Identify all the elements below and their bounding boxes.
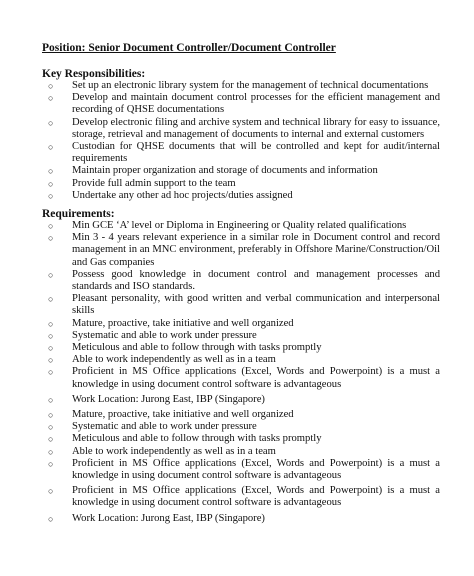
list-item: ○ Work Location: Jurong East, IBP (Singapore)	[48, 393, 265, 405]
circle-bullet-icon: ○	[48, 233, 54, 244]
circle-bullet-icon: ○	[48, 486, 54, 497]
circle-bullet-icon: ○	[48, 166, 54, 177]
list-item: ○ Proficient in MS Office applications (Excel, Words and Powerpoint) is a must a knowledge in using document control software is advantageous	[48, 366, 440, 390]
circle-bullet-icon: ○	[48, 330, 54, 341]
circle-bullet-icon: ○	[48, 394, 54, 405]
list-item: ○ Min GCE ‘A’ level or Diploma in Engineering or Quality related qualifications	[48, 220, 407, 231]
list-item: ○ Undertake any other ad hoc projects/duties assigned	[48, 189, 293, 201]
circle-bullet-icon: ○	[48, 269, 54, 280]
circle-bullet-icon: ○	[48, 367, 54, 378]
list-item: ○ Possess good knowledge in document control and management processes and standards and ISO standards.	[48, 268, 440, 293]
page-title: Position: Senior Document Controller/Document Controller	[42, 42, 336, 54]
responsibilities-heading: Key Responsibilities:	[42, 68, 146, 80]
list-item: ○ Able to work independently as well as in a team	[48, 354, 276, 366]
requirements-list	[44, 220, 440, 525]
circle-bullet-icon: ○	[48, 458, 54, 469]
list-item: ○ Custodian for QHSE documents that will be controlled and kept for audit/internal requirements	[48, 141, 440, 165]
circle-bullet-icon: ○	[48, 190, 54, 201]
list-item: ○ Proficient in MS Office applications (Excel, Words and Powerpoint) is a must a knowledge in using document control software is advantageous	[48, 485, 440, 509]
list-item: ○ Work Location: Jurong East, IBP (Singapore)	[48, 512, 265, 524]
list-item: ○ Set up an electronic library system for the management of technical documentations	[48, 80, 429, 91]
circle-bullet-icon: ○	[48, 446, 54, 457]
circle-bullet-icon: ○	[48, 422, 54, 433]
circle-bullet-icon: ○	[48, 355, 54, 366]
circle-bullet-icon: ○	[48, 318, 54, 329]
list-item: ○ Pleasant personality, with good written and verbal communication and interpersonal skills	[48, 293, 440, 317]
responsibilities-list	[44, 80, 440, 202]
list-item: ○ Min 3 - 4 years relevant experience in a similar role in Document control and record management in an MNC environment, preferably in Offshore Marine/Construction/Oil and Gas companies	[48, 232, 440, 268]
list-item: ○ Mature, proactive, take initiative and well organized	[48, 317, 294, 329]
list-item: ○ Maintain proper organization and storage of documents and information	[48, 165, 378, 177]
circle-bullet-icon: ○	[48, 81, 54, 91]
circle-bullet-icon: ○	[48, 221, 54, 231]
list-item: ○ Meticulous and able to follow through with tasks promptly	[48, 342, 322, 354]
requirements-heading: Requirements:	[42, 208, 115, 220]
circle-bullet-icon: ○	[48, 93, 54, 104]
list-item: ○ Systematic and able to work under pressure	[48, 421, 257, 433]
list-item: ○ Meticulous and able to follow through with tasks promptly	[48, 433, 322, 445]
circle-bullet-icon: ○	[48, 434, 54, 445]
circle-bullet-icon: ○	[48, 513, 54, 524]
list-item: ○ Develop and maintain document control processes for the efficient management and recording of QHSE documentations	[48, 92, 440, 116]
circle-bullet-icon: ○	[48, 178, 54, 189]
list-item: ○ Develop electronic filing and archive system and technical library for easy to issuance, storage, retrieval and management of documents to internal and external customers	[48, 116, 440, 140]
circle-bullet-icon: ○	[48, 294, 54, 305]
list-item: ○ Provide full admin support to the team	[48, 177, 236, 189]
list-item: ○ Mature, proactive, take initiative and well organized	[48, 409, 294, 421]
circle-bullet-icon: ○	[48, 343, 54, 354]
list-item: ○ Systematic and able to work under pressure	[48, 329, 257, 341]
circle-bullet-icon: ○	[48, 410, 54, 421]
circle-bullet-icon: ○	[48, 142, 54, 153]
list-item: ○ Able to work independently as well as in a team	[48, 445, 276, 457]
circle-bullet-icon: ○	[48, 117, 54, 128]
list-item: ○ Proficient in MS Office applications (Excel, Words and Powerpoint) is a must a knowledge in using document control software is advantageous	[48, 457, 440, 482]
